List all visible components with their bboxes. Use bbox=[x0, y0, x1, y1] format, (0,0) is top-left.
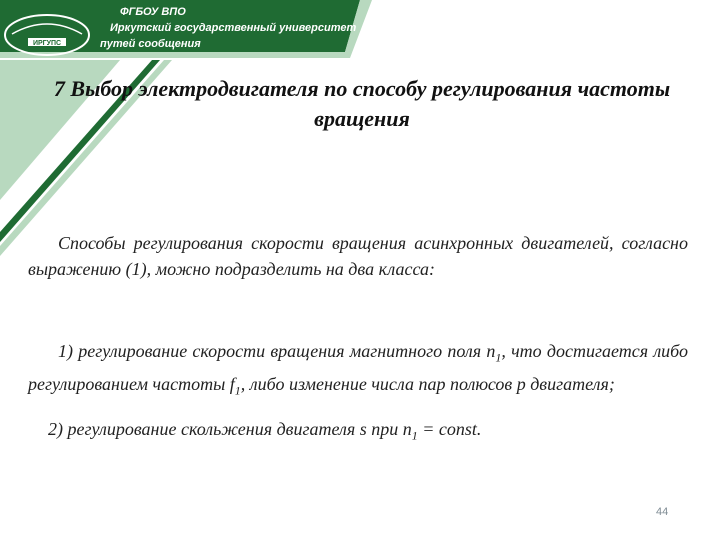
list-item-1 bbox=[28, 338, 688, 403]
organization-name bbox=[100, 4, 356, 52]
logo-text: ИРГУПС bbox=[32, 40, 62, 47]
item1-mid: , что достигается либо регулированием частоты f bbox=[28, 341, 688, 394]
slide-title: 7 Выбор электродвигателя по способу регулирования частоты вращения bbox=[53, 76, 671, 131]
paragraph-intro: Способы регулирования скорости вращения асинхронных двигателей, согласно выражению (1), можно подразделить на два класса: bbox=[28, 233, 688, 279]
item1-subscript: 1 bbox=[495, 350, 502, 365]
page-number: 44 bbox=[656, 506, 669, 518]
list-item-2 bbox=[28, 416, 688, 449]
item2-end: = const. bbox=[417, 419, 482, 439]
item1-text: 1) регулирование скорости вращения магнитного поля n bbox=[58, 341, 496, 361]
org-line-2: Иркутский государственный университет bbox=[110, 22, 357, 34]
org-line-3: путей сообщения bbox=[100, 38, 201, 50]
item2-text: 2) регулирование скольжения двигателя s при n bbox=[48, 419, 412, 439]
item1-end: , либо изменение числа пар полюсов p двигателя; bbox=[240, 373, 615, 394]
item2-subscript: 1 bbox=[411, 428, 418, 443]
item1-subscript-2: 1 bbox=[234, 383, 241, 398]
org-line-1: ФГБОУ ВПО bbox=[120, 6, 186, 18]
university-logo bbox=[2, 8, 92, 58]
